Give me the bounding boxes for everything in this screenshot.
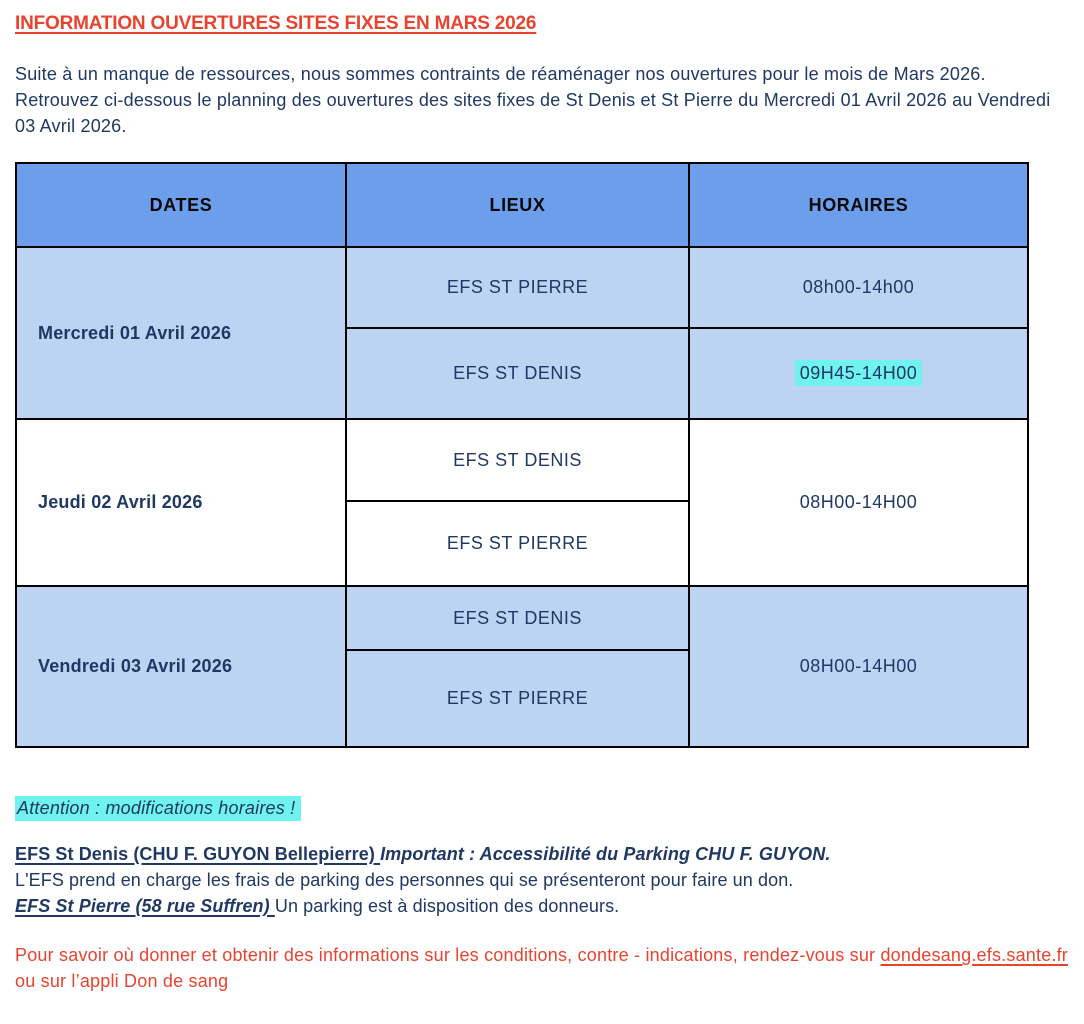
lieu-cell: EFS ST DENIS: [346, 328, 689, 419]
table-row: [16, 586, 1028, 650]
horaire-cell: 08H00-14H00: [689, 586, 1028, 747]
footer-text-before: Pour savoir où donner et obtenir des informations sur les conditions, contre - indications, rendez-vous sur: [15, 945, 881, 965]
date-cell-mercredi: Mercredi 01 Avril 2026: [16, 247, 346, 419]
intro-sentence-1: Suite à un manque de ressources, nous sommes contraints de réaménager nos ouvertures pour le mois de Mars 2026.: [15, 64, 986, 84]
date-cell-vendredi: Vendredi 03 Avril 2026: [16, 586, 346, 747]
horaire-cell: [689, 328, 1028, 419]
st-pierre-line: [15, 893, 1068, 919]
table-row: [16, 419, 1028, 501]
st-denis-heading: EFS St Denis (CHU F. GUYON Bellepierre): [15, 844, 381, 864]
horaire-cell: 08H00-14H00: [689, 419, 1028, 586]
page-title-text: INFORMATION OUVERTURES SITES FIXES EN MARS 2026: [15, 13, 537, 34]
intro-sentence-2: Retrouvez ci-dessous le planning des ouvertures des sites fixes de St Denis et St Pierre du Mercredi 01 Avril 2026 au Vendredi 03 Avril 2026.: [15, 90, 1051, 136]
lieu-cell: EFS ST DENIS: [346, 586, 689, 650]
page-title: [15, 13, 1068, 35]
horaire-highlight: 09H45-14H00: [795, 360, 923, 386]
parking-info: [15, 841, 1068, 919]
table-row: [16, 247, 1028, 328]
intro-paragraph: [15, 61, 1068, 139]
footer-note: [15, 942, 1068, 994]
lieu-cell: EFS ST PIERRE: [346, 501, 689, 586]
footer-text-after: ou sur l’appli Don de sang: [15, 971, 229, 991]
attention-note: [15, 795, 1068, 821]
lieu-cell: EFS ST PIERRE: [346, 650, 689, 747]
attention-note-text: Attention : modifications horaires !: [15, 796, 301, 821]
lieu-cell: EFS ST PIERRE: [346, 247, 689, 328]
parking-charge-line: L'EFS prend en charge les frais de parking des personnes qui se présenteront pour faire un don.: [15, 870, 794, 890]
st-pierre-note: Un parking est à disposition des donneurs.: [274, 896, 620, 916]
table-header-horaires: HORAIRES: [689, 163, 1028, 247]
horaire-cell: 08h00-14h00: [689, 247, 1028, 328]
table-header-dates: DATES: [16, 163, 346, 247]
st-pierre-heading: EFS St Pierre (58 rue Suffren): [15, 896, 275, 916]
st-denis-line: [15, 841, 1068, 867]
donation-website-link[interactable]: dondesang.efs.sante.fr: [880, 945, 1068, 965]
date-cell-jeudi: Jeudi 02 Avril 2026: [16, 419, 346, 586]
lieu-cell: EFS ST DENIS: [346, 419, 689, 501]
schedule-table: [15, 162, 1029, 748]
st-denis-note: Important : Accessibilité du Parking CHU F. GUYON.: [380, 844, 831, 864]
table-header-row: [16, 163, 1028, 247]
table-header-lieux: LIEUX: [346, 163, 689, 247]
